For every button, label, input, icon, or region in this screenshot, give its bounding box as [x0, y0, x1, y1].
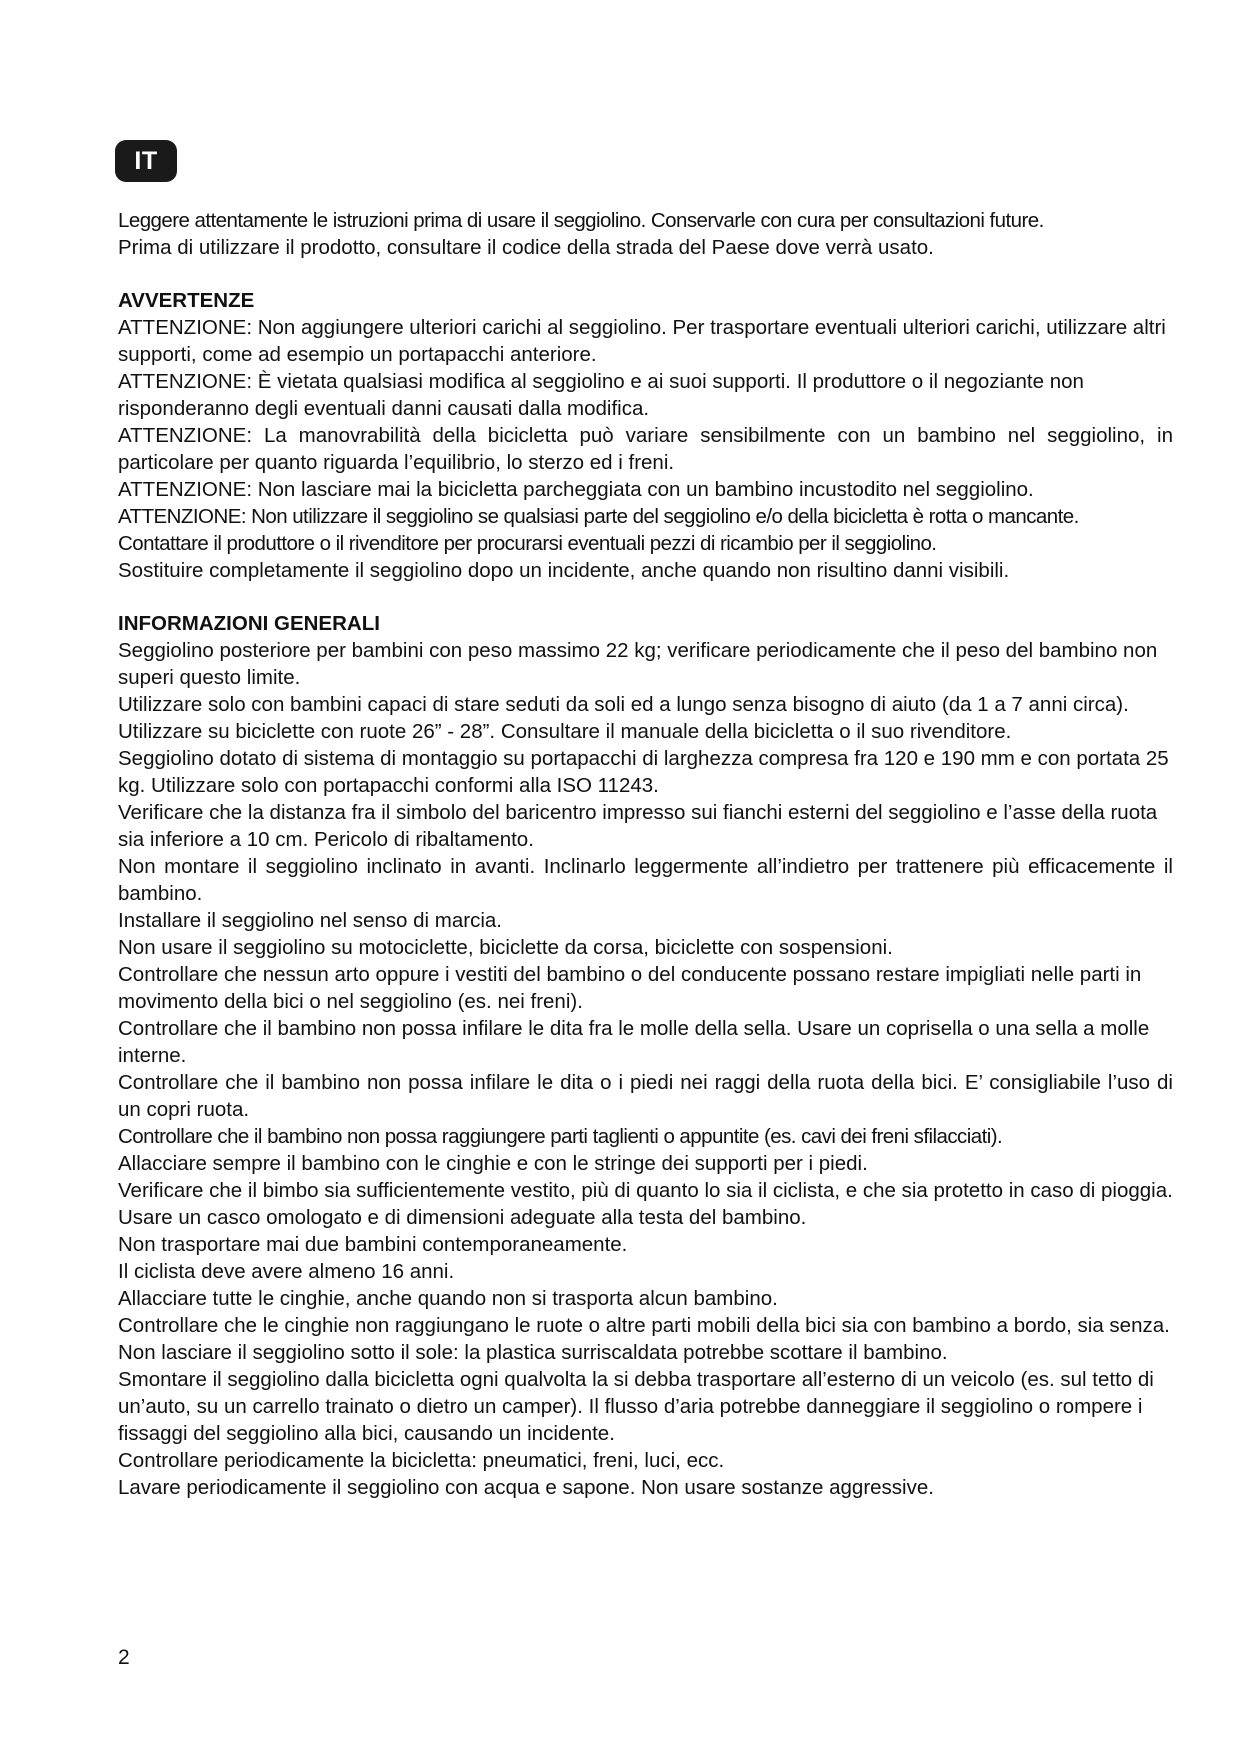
info-item: Allacciare tutte le cinghie, anche quando non si trasporta alcun bambino.	[118, 1287, 778, 1310]
warnings-section	[118, 287, 1173, 584]
info-item: Usare un casco omologato e di dimensioni adeguate alla testa del bambino.	[118, 1206, 807, 1229]
info-item: Allacciare sempre il bambino con le cinghie e con le stringe dei supporti per i piedi.	[118, 1152, 868, 1175]
info-item: Seggiolino dotato di sistema di montaggio su portapacchi di larghezza compresa fra 120 e 190 mm e con portata 25 kg. Utilizzare solo con portapacchi conformi alla ISO 11243.	[118, 747, 1169, 797]
page-number: 2	[118, 1646, 130, 1669]
info-item: Non montare il seggiolino inclinato in avanti. Inclinarlo leggermente all’indietro per trattenere più efficacemente il bambino.	[118, 855, 1173, 905]
info-item: Lavare periodicamente il seggiolino con acqua e sapone. Non usare sostanze aggressive.	[118, 1476, 934, 1499]
info-item: Controllare che il bambino non possa raggiungere parti taglienti o appuntite (es. cavi dei freni sfilacciati).	[118, 1125, 1003, 1148]
info-item: Smontare il seggiolino dalla bicicletta ogni qualvolta la si debba trasportare all’esterno di un veicolo (es. sul tetto di un’auto, su un carrello trainato o dietro un camper). Il flusso d’aria potrebbe danneggiare il seggiolino o rompere i fissaggi del seggiolino alla bici, causando un incidente.	[118, 1368, 1154, 1445]
general-info-section	[118, 610, 1173, 1501]
info-item: Utilizzare solo con bambini capaci di stare seduti da soli ed a lungo senza bisogno di aiuto (da 1 a 7 anni circa).	[118, 693, 1129, 716]
warning-item: ATTENZIONE: La manovrabilità della bicicletta può variare sensibilmente con un bambino nel seggiolino, in particolare per quanto riguarda l’equilibrio, lo sterzo ed i freni.	[118, 424, 1173, 474]
warnings-title: AVVERTENZE	[118, 289, 255, 312]
general-info-title: INFORMAZIONI GENERALI	[118, 612, 380, 635]
info-item: Non lasciare il seggiolino sotto il sole: la plastica surriscaldata potrebbe scottare il bambino.	[118, 1341, 948, 1364]
document-body	[118, 207, 1173, 1501]
warning-item: ATTENZIONE: Non utilizzare il seggiolino se qualsiasi parte del seggiolino e/o della bicicletta è rotta o mancante. Contattare il produttore o il rivenditore per procurarsi eventuali pezzi di ricambio per il seggiolino.	[118, 505, 1079, 555]
info-item: Controllare che le cinghie non raggiungano le ruote o altre parti mobili della bici sia con bambino a bordo, sia senza.	[118, 1314, 1170, 1337]
info-item: Non usare il seggiolino su motociclette, biciclette da corsa, biciclette con sospensioni.	[118, 936, 893, 959]
info-item: Il ciclista deve avere almeno 16 anni.	[118, 1260, 455, 1283]
intro-section	[118, 207, 1173, 261]
info-item: Seggiolino posteriore per bambini con peso massimo 22 kg; verificare periodicamente che il peso del bambino non superi questo limite.	[118, 639, 1158, 689]
info-item: Verificare che il bimbo sia sufficientemente vestito, più di quanto lo sia il ciclista, e che sia protetto in caso di pioggia.	[118, 1179, 1173, 1202]
info-item: Installare il seggiolino nel senso di marcia.	[118, 909, 503, 932]
warning-item: ATTENZIONE: È vietata qualsiasi modifica al seggiolino e ai suoi supporti. Il produttore o il negoziante non risponderanno degli eventuali danni causati dalla modifica.	[118, 370, 1084, 420]
info-item: Utilizzare su biciclette con ruote 26” - 28”. Consultare il manuale della bicicletta o il suo rivenditore.	[118, 720, 1012, 743]
warning-item: ATTENZIONE: Non lasciare mai la bicicletta parcheggiata con un bambino incustodito nel seggiolino.	[118, 478, 1034, 501]
info-item: Verificare che la distanza fra il simbolo del baricentro impresso sui fianchi esterni del seggiolino e l’asse della ruota sia inferiore a 10 cm. Pericolo di ribaltamento.	[118, 801, 1158, 851]
info-item: Controllare che il bambino non possa infilare le dita fra le molle della sella. Usare un coprisella o una sella a molle interne.	[118, 1017, 1150, 1067]
language-badge: IT	[115, 140, 177, 182]
intro-paragraph: Leggere attentamente le istruzioni prima di usare il seggiolino. Conservarle con cura per consultazioni future.	[118, 209, 1044, 232]
intro-paragraph: Prima di utilizzare il prodotto, consultare il codice della strada del Paese dove verrà usato.	[118, 236, 934, 259]
info-item: Controllare che il bambino non possa infilare le dita o i piedi nei raggi della ruota della bici. E’ consigliabile l’uso di un copri ruota.	[118, 1071, 1173, 1121]
warning-item: ATTENZIONE: Non aggiungere ulteriori carichi al seggiolino. Per trasportare eventuali ulteriori carichi, utilizzare altri supporti, come ad esempio un portapacchi anteriore.	[118, 316, 1166, 366]
warning-item: Sostituire completamente il seggiolino dopo un incidente, anche quando non risultino danni visibili.	[118, 559, 1010, 582]
info-item: Non trasportare mai due bambini contemporaneamente.	[118, 1233, 628, 1256]
info-item: Controllare periodicamente la bicicletta: pneumatici, freni, luci, ecc.	[118, 1449, 725, 1472]
info-item: Controllare che nessun arto oppure i vestiti del bambino o del conducente possano restare impigliati nelle parti in movimento della bici o nel seggiolino (es. nei freni).	[118, 963, 1142, 1013]
